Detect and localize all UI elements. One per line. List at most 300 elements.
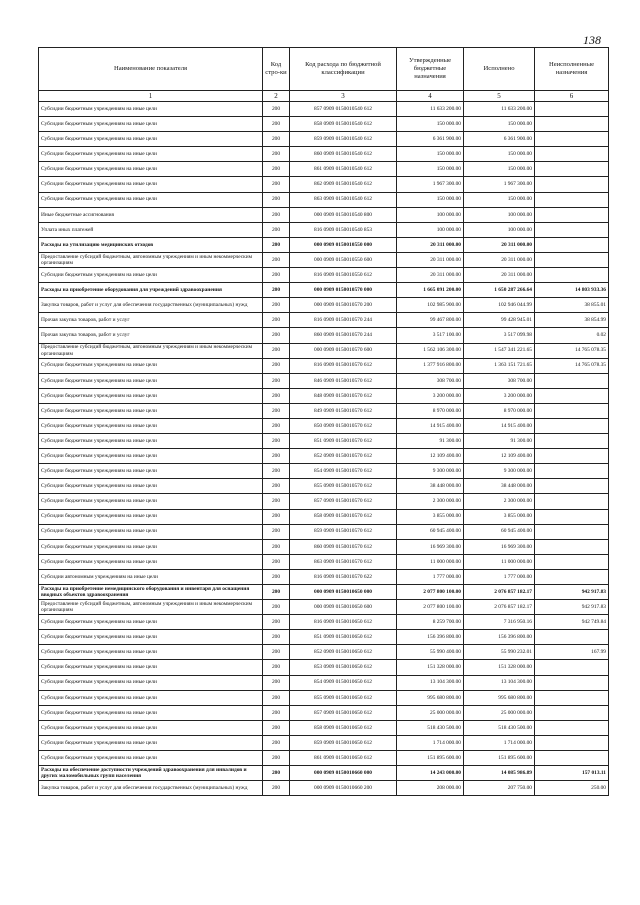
row-unexecuted: 14 803 933.36 [535, 283, 609, 298]
row-approved: 25 000 000.00 [397, 705, 464, 720]
row-classification-code: 858 0909 0150010540 612 [290, 117, 397, 132]
table-row [39, 403, 609, 418]
row-classification-code: 858 0909 0150010570 612 [290, 509, 397, 524]
row-line-code: 200 [263, 283, 290, 298]
row-approved: 2 077 800 100.00 [397, 600, 464, 615]
row-approved: 16 969 300.00 [397, 539, 464, 554]
row-line-code: 200 [263, 600, 290, 615]
column-number: 1 [39, 91, 263, 102]
row-unexecuted [535, 162, 609, 177]
row-name: Субсидии бюджетным учреждениям на иные цели [39, 388, 263, 403]
row-unexecuted: 942 917.83 [535, 600, 609, 615]
row-line-code: 200 [263, 313, 290, 328]
row-name: Субсидии бюджетным учреждениям на иные цели [39, 162, 263, 177]
row-unexecuted [535, 751, 609, 766]
row-line-code: 200 [263, 705, 290, 720]
row-name: Закупка товаров, работ и услуг для обеспечения государственных (муниципальных) нужд [39, 298, 263, 313]
table-row [39, 449, 609, 464]
row-unexecuted [535, 147, 609, 162]
row-unexecuted [535, 207, 609, 222]
row-classification-code: 857 0909 0150010650 612 [290, 705, 397, 720]
row-classification-code: 863 0909 0150010570 612 [290, 554, 397, 569]
table-row [39, 237, 609, 252]
row-executed: 38 448 000.00 [464, 479, 535, 494]
row-unexecuted [535, 434, 609, 449]
table-row [39, 418, 609, 433]
row-classification-code: 859 0909 0150010650 612 [290, 735, 397, 750]
row-approved: 208 000.00 [397, 781, 464, 796]
row-approved: 151 328 000.00 [397, 660, 464, 675]
row-approved: 91 300.00 [397, 434, 464, 449]
table-row [39, 585, 609, 600]
row-classification-code: 816 0909 0150010550 612 [290, 268, 397, 283]
row-approved: 20 311 000.00 [397, 268, 464, 283]
row-line-code: 200 [263, 418, 290, 433]
row-name: Субсидии автономным учреждениям на иные цели [39, 569, 263, 584]
row-name: Субсидии бюджетным учреждениям на иные цели [39, 464, 263, 479]
row-line-code: 200 [263, 358, 290, 373]
row-unexecuted [535, 539, 609, 554]
row-unexecuted [535, 705, 609, 720]
row-executed: 20 311 000.00 [464, 252, 535, 267]
row-executed: 60 945 400.00 [464, 524, 535, 539]
row-unexecuted [535, 464, 609, 479]
row-executed: 9 300 000.00 [464, 464, 535, 479]
row-line-code: 200 [263, 222, 290, 237]
row-classification-code: 854 0909 0150010650 612 [290, 675, 397, 690]
table-row [39, 554, 609, 569]
row-approved: 3 200 000.00 [397, 388, 464, 403]
row-executed: 1 714 000.00 [464, 735, 535, 750]
row-executed: 20 311 000.00 [464, 237, 535, 252]
row-executed: 1 650 287 266.64 [464, 283, 535, 298]
row-unexecuted [535, 494, 609, 509]
table-row [39, 162, 609, 177]
row-executed: 20 311 000.00 [464, 268, 535, 283]
header-row [39, 48, 609, 91]
row-unexecuted [535, 735, 609, 750]
row-executed: 55 990 232.01 [464, 645, 535, 660]
row-approved: 1 665 091 200.00 [397, 283, 464, 298]
row-executed: 2 076 857 182.17 [464, 600, 535, 615]
row-executed: 7 316 950.16 [464, 615, 535, 630]
row-executed: 156 396 800.00 [464, 630, 535, 645]
header-classification-code: Код расхода по бюджетной классификации [290, 48, 397, 91]
row-name: Субсидии бюджетным учреждениям на иные цели [39, 690, 263, 705]
row-name: Субсидии бюджетным учреждениям на иные цели [39, 268, 263, 283]
row-unexecuted: 14 765 078.35 [535, 343, 609, 358]
row-line-code: 200 [263, 192, 290, 207]
table-row [39, 479, 609, 494]
row-name: Субсидии бюджетным учреждениям на иные цели [39, 630, 263, 645]
row-unexecuted [535, 177, 609, 192]
row-classification-code: 846 0909 0150010570 612 [290, 373, 397, 388]
table-row [39, 283, 609, 298]
row-unexecuted: 0.02 [535, 328, 609, 343]
row-unexecuted: 942 917.83 [535, 585, 609, 600]
table-row [39, 388, 609, 403]
row-classification-code: 851 0909 0150010570 612 [290, 434, 397, 449]
row-classification-code: 000 0909 0150010540 800 [290, 207, 397, 222]
column-number: 5 [464, 91, 535, 102]
row-executed: 150 000.00 [464, 147, 535, 162]
row-name: Расходы на приобретение оборудования для учреждений здравоохранения [39, 283, 263, 298]
row-classification-code: 854 0909 0150010570 612 [290, 464, 397, 479]
row-executed: 8 970 000.00 [464, 403, 535, 418]
row-name: Прочая закупка товаров, работ и услуг [39, 328, 263, 343]
row-unexecuted [535, 222, 609, 237]
row-name: Субсидии бюджетным учреждениям на иные цели [39, 735, 263, 750]
row-executed: 3 517 099.98 [464, 328, 535, 343]
row-unexecuted: 14 765 078.35 [535, 358, 609, 373]
row-unexecuted [535, 690, 609, 705]
row-executed: 518 430 500.00 [464, 720, 535, 735]
table-row [39, 207, 609, 222]
row-name: Субсидии бюджетным учреждениям на иные цели [39, 479, 263, 494]
table-row [39, 524, 609, 539]
row-unexecuted [535, 418, 609, 433]
column-number: 6 [535, 91, 609, 102]
row-name: Прочая закупка товаров, работ и услуг [39, 313, 263, 328]
header-name: Наименование показателя [39, 48, 263, 91]
table-row [39, 102, 609, 117]
row-executed: 2 300 000.00 [464, 494, 535, 509]
row-name: Расходы на приобретение немедицинского оборудования и инвентаря для оснащения вводных объектов здравоохранения [39, 585, 263, 600]
row-line-code: 200 [263, 177, 290, 192]
row-classification-code: 850 0909 0150010570 612 [290, 418, 397, 433]
row-approved: 20 311 000.00 [397, 237, 464, 252]
row-executed: 100 000.00 [464, 207, 535, 222]
row-executed: 995 680 800.00 [464, 690, 535, 705]
table-row [39, 781, 609, 796]
row-unexecuted [535, 554, 609, 569]
row-classification-code: 857 0909 0150010540 612 [290, 102, 397, 117]
row-line-code: 200 [263, 766, 290, 781]
row-classification-code: 859 0909 0150010570 612 [290, 524, 397, 539]
row-line-code: 200 [263, 479, 290, 494]
row-approved: 2 300 000.00 [397, 494, 464, 509]
table-row [39, 509, 609, 524]
row-unexecuted [535, 192, 609, 207]
table-row [39, 494, 609, 509]
row-classification-code: 862 0909 0150010540 612 [290, 177, 397, 192]
row-classification-code: 000 0909 0150010550 000 [290, 237, 397, 252]
row-classification-code: 816 0909 0150010570 244 [290, 313, 397, 328]
row-approved: 8 259 700.00 [397, 615, 464, 630]
row-approved: 99 467 800.00 [397, 313, 464, 328]
row-executed: 150 000.00 [464, 117, 535, 132]
row-approved: 60 945 400.00 [397, 524, 464, 539]
row-name: Предоставление субсидий бюджетным, автономным учреждениям и иным некоммерческим организациям [39, 600, 263, 615]
row-unexecuted: 250.00 [535, 781, 609, 796]
row-approved: 518 430 500.00 [397, 720, 464, 735]
row-approved: 995 680 800.00 [397, 690, 464, 705]
row-classification-code: 851 0909 0150010650 612 [290, 630, 397, 645]
row-approved: 8 970 000.00 [397, 403, 464, 418]
row-line-code: 200 [263, 237, 290, 252]
row-name: Закупка товаров, работ и услуг для обеспечения государственных (муниципальных) нужд [39, 781, 263, 796]
header-approved: Утвержденные бюджетные назначения [397, 48, 464, 91]
row-unexecuted [535, 524, 609, 539]
row-line-code: 200 [263, 645, 290, 660]
row-name: Субсидии бюджетным учреждениям на иные цели [39, 554, 263, 569]
row-line-code: 200 [263, 449, 290, 464]
row-unexecuted [535, 268, 609, 283]
row-name: Субсидии бюджетным учреждениям на иные цели [39, 102, 263, 117]
table-row [39, 660, 609, 675]
table-row [39, 615, 609, 630]
row-name: Субсидии бюджетным учреждениям на иные цели [39, 494, 263, 509]
table-row [39, 751, 609, 766]
column-number: 3 [290, 91, 397, 102]
row-unexecuted [535, 630, 609, 645]
table-row [39, 343, 609, 358]
row-executed: 6 361 900.00 [464, 132, 535, 147]
table-row [39, 645, 609, 660]
row-approved: 20 311 000.00 [397, 252, 464, 267]
row-unexecuted: 942 749.84 [535, 615, 609, 630]
row-line-code: 200 [263, 117, 290, 132]
row-approved: 150 000.00 [397, 162, 464, 177]
row-approved: 11 000 000.00 [397, 554, 464, 569]
row-line-code: 200 [263, 494, 290, 509]
table-row [39, 298, 609, 313]
row-executed: 13 104 300.00 [464, 675, 535, 690]
row-line-code: 200 [263, 268, 290, 283]
row-classification-code: 861 0909 0150010540 612 [290, 162, 397, 177]
row-executed: 3 200 000.00 [464, 388, 535, 403]
row-approved: 3 855 000.00 [397, 509, 464, 524]
table-row [39, 373, 609, 388]
column-number-row [39, 91, 609, 102]
row-name: Субсидии бюджетным учреждениям на иные цели [39, 373, 263, 388]
table-row [39, 222, 609, 237]
row-executed: 16 969 300.00 [464, 539, 535, 554]
row-classification-code: 816 0909 0150010570 612 [290, 358, 397, 373]
row-line-code: 200 [263, 615, 290, 630]
row-approved: 102 985 900.00 [397, 298, 464, 313]
row-classification-code: 848 0909 0150010570 612 [290, 388, 397, 403]
row-approved: 1 562 106 300.00 [397, 343, 464, 358]
row-unexecuted [535, 449, 609, 464]
row-approved: 38 448 000.00 [397, 479, 464, 494]
row-line-code: 200 [263, 373, 290, 388]
row-executed: 14 915 400.00 [464, 418, 535, 433]
row-line-code: 200 [263, 735, 290, 750]
row-line-code: 200 [263, 328, 290, 343]
row-classification-code: 816 0909 0150010650 612 [290, 615, 397, 630]
row-classification-code: 858 0909 0150010650 612 [290, 720, 397, 735]
row-line-code: 200 [263, 585, 290, 600]
row-approved: 150 000.00 [397, 117, 464, 132]
row-executed: 1 547 341 221.65 [464, 343, 535, 358]
row-unexecuted [535, 675, 609, 690]
row-executed: 12 109 400.00 [464, 449, 535, 464]
table-row [39, 464, 609, 479]
header-executed: Исполнено [464, 48, 535, 91]
row-unexecuted [535, 509, 609, 524]
row-executed: 151 328 000.00 [464, 660, 535, 675]
row-line-code: 200 [263, 147, 290, 162]
row-approved: 9 300 000.00 [397, 464, 464, 479]
row-name: Субсидии бюджетным учреждениям на иные цели [39, 675, 263, 690]
row-unexecuted [535, 403, 609, 418]
row-name: Субсидии бюджетным учреждениям на иные цели [39, 509, 263, 524]
row-name: Субсидии бюджетным учреждениям на иные цели [39, 705, 263, 720]
row-line-code: 200 [263, 690, 290, 705]
row-approved: 55 990 400.00 [397, 645, 464, 660]
row-classification-code: 000 0909 0150010570 200 [290, 298, 397, 313]
row-name: Субсидии бюджетным учреждениям на иные цели [39, 147, 263, 162]
row-executed: 207 750.00 [464, 781, 535, 796]
row-line-code: 200 [263, 720, 290, 735]
row-classification-code: 855 0909 0150010650 612 [290, 690, 397, 705]
column-number: 4 [397, 91, 464, 102]
row-executed: 150 000.00 [464, 162, 535, 177]
row-classification-code: 816 0909 0150010540 853 [290, 222, 397, 237]
table-row [39, 147, 609, 162]
row-line-code: 200 [263, 554, 290, 569]
row-executed: 11 633 200.00 [464, 102, 535, 117]
row-name: Субсидии бюджетным учреждениям на иные цели [39, 645, 263, 660]
table-row [39, 177, 609, 192]
row-approved: 156 396 800.00 [397, 630, 464, 645]
page-number: 138 [583, 33, 601, 47]
row-name: Субсидии бюджетным учреждениям на иные цели [39, 358, 263, 373]
row-line-code: 200 [263, 132, 290, 147]
row-executed: 308 700.00 [464, 373, 535, 388]
row-executed: 100 000.00 [464, 222, 535, 237]
row-classification-code: 000 0909 0150010660 200 [290, 781, 397, 796]
row-executed: 3 855 000.00 [464, 509, 535, 524]
row-approved: 151 895 600.00 [397, 751, 464, 766]
row-executed: 91 300.00 [464, 434, 535, 449]
table-row [39, 630, 609, 645]
row-executed: 11 000 000.00 [464, 554, 535, 569]
row-approved: 11 633 200.00 [397, 102, 464, 117]
table-row [39, 117, 609, 132]
row-unexecuted [535, 388, 609, 403]
row-name: Субсидии бюджетным учреждениям на иные цели [39, 132, 263, 147]
table-row [39, 690, 609, 705]
row-classification-code: 859 0909 0150010540 612 [290, 132, 397, 147]
row-classification-code: 000 0909 0150010570 000 [290, 283, 397, 298]
row-classification-code: 857 0909 0150010570 612 [290, 494, 397, 509]
row-name: Расходы на утилизацию медицинских отходов [39, 237, 263, 252]
row-classification-code: 000 0909 0150010570 600 [290, 343, 397, 358]
row-line-code: 200 [263, 509, 290, 524]
row-line-code: 200 [263, 298, 290, 313]
row-unexecuted [535, 660, 609, 675]
row-line-code: 200 [263, 524, 290, 539]
row-unexecuted [535, 373, 609, 388]
row-line-code: 200 [263, 388, 290, 403]
row-line-code: 200 [263, 252, 290, 267]
row-classification-code: 853 0909 0150010650 612 [290, 660, 397, 675]
row-line-code: 200 [263, 207, 290, 222]
table-row [39, 705, 609, 720]
row-line-code: 200 [263, 464, 290, 479]
row-classification-code: 863 0909 0150010540 612 [290, 192, 397, 207]
row-approved: 100 000.00 [397, 222, 464, 237]
row-name: Субсидии бюджетным учреждениям на иные цели [39, 720, 263, 735]
table-row [39, 192, 609, 207]
row-approved: 150 000.00 [397, 147, 464, 162]
row-name: Субсидии бюджетным учреждениям на иные цели [39, 192, 263, 207]
row-approved: 3 517 100.00 [397, 328, 464, 343]
header-unexecuted: Неисполненные назначения [535, 48, 609, 91]
row-executed: 14 085 986.89 [464, 766, 535, 781]
row-executed: 1 777 000.00 [464, 569, 535, 584]
row-executed: 1 967 300.00 [464, 177, 535, 192]
row-line-code: 200 [263, 403, 290, 418]
row-line-code: 200 [263, 162, 290, 177]
row-unexecuted: 38 854.99 [535, 313, 609, 328]
header-line-code: Код стро-ки [263, 48, 290, 91]
row-unexecuted [535, 102, 609, 117]
table-row [39, 132, 609, 147]
table-row [39, 720, 609, 735]
row-name: Субсидии бюджетным учреждениям на иные цели [39, 751, 263, 766]
row-approved: 1 967 300.00 [397, 177, 464, 192]
row-approved: 150 000.00 [397, 192, 464, 207]
row-approved: 6 361 900.00 [397, 132, 464, 147]
row-name: Иные бюджетные ассигнования [39, 207, 263, 222]
row-unexecuted [535, 720, 609, 735]
row-name: Субсидии бюджетным учреждениям на иные цели [39, 177, 263, 192]
row-approved: 14 243 000.00 [397, 766, 464, 781]
row-line-code: 200 [263, 102, 290, 117]
row-approved: 2 077 800 100.00 [397, 585, 464, 600]
table-row [39, 313, 609, 328]
column-number: 2 [263, 91, 290, 102]
row-name: Субсидии бюджетным учреждениям на иные цели [39, 418, 263, 433]
row-executed: 1 363 151 721.65 [464, 358, 535, 373]
row-name: Субсидии бюджетным учреждениям на иные цели [39, 524, 263, 539]
row-name: Субсидии бюджетным учреждениям на иные цели [39, 660, 263, 675]
row-classification-code: 849 0909 0150010570 612 [290, 403, 397, 418]
row-unexecuted: 157 013.11 [535, 766, 609, 781]
row-executed: 2 076 857 182.17 [464, 585, 535, 600]
row-classification-code: 000 0909 0150010650 000 [290, 585, 397, 600]
row-executed: 151 895 600.00 [464, 751, 535, 766]
row-line-code: 200 [263, 675, 290, 690]
table-row [39, 268, 609, 283]
row-classification-code: 861 0909 0150010650 612 [290, 751, 397, 766]
row-name: Субсидии бюджетным учреждениям на иные цели [39, 615, 263, 630]
row-approved: 1 777 000.00 [397, 569, 464, 584]
row-line-code: 200 [263, 343, 290, 358]
row-line-code: 200 [263, 569, 290, 584]
table-row [39, 569, 609, 584]
row-classification-code: 852 0909 0150010570 612 [290, 449, 397, 464]
table-body [39, 102, 609, 796]
row-line-code: 200 [263, 630, 290, 645]
row-executed: 99 428 945.01 [464, 313, 535, 328]
table-row [39, 328, 609, 343]
row-unexecuted [535, 252, 609, 267]
row-name: Субсидии бюджетным учреждениям на иные цели [39, 403, 263, 418]
row-line-code: 200 [263, 434, 290, 449]
row-unexecuted [535, 237, 609, 252]
row-name: Предоставление субсидий бюджетным, автономным учреждениям и иным некоммерческим организациям [39, 343, 263, 358]
row-unexecuted [535, 132, 609, 147]
row-classification-code: 860 0909 0150010570 612 [290, 539, 397, 554]
row-approved: 308 700.00 [397, 373, 464, 388]
row-approved: 14 915 400.00 [397, 418, 464, 433]
row-approved: 1 714 000.00 [397, 735, 464, 750]
table-row [39, 434, 609, 449]
